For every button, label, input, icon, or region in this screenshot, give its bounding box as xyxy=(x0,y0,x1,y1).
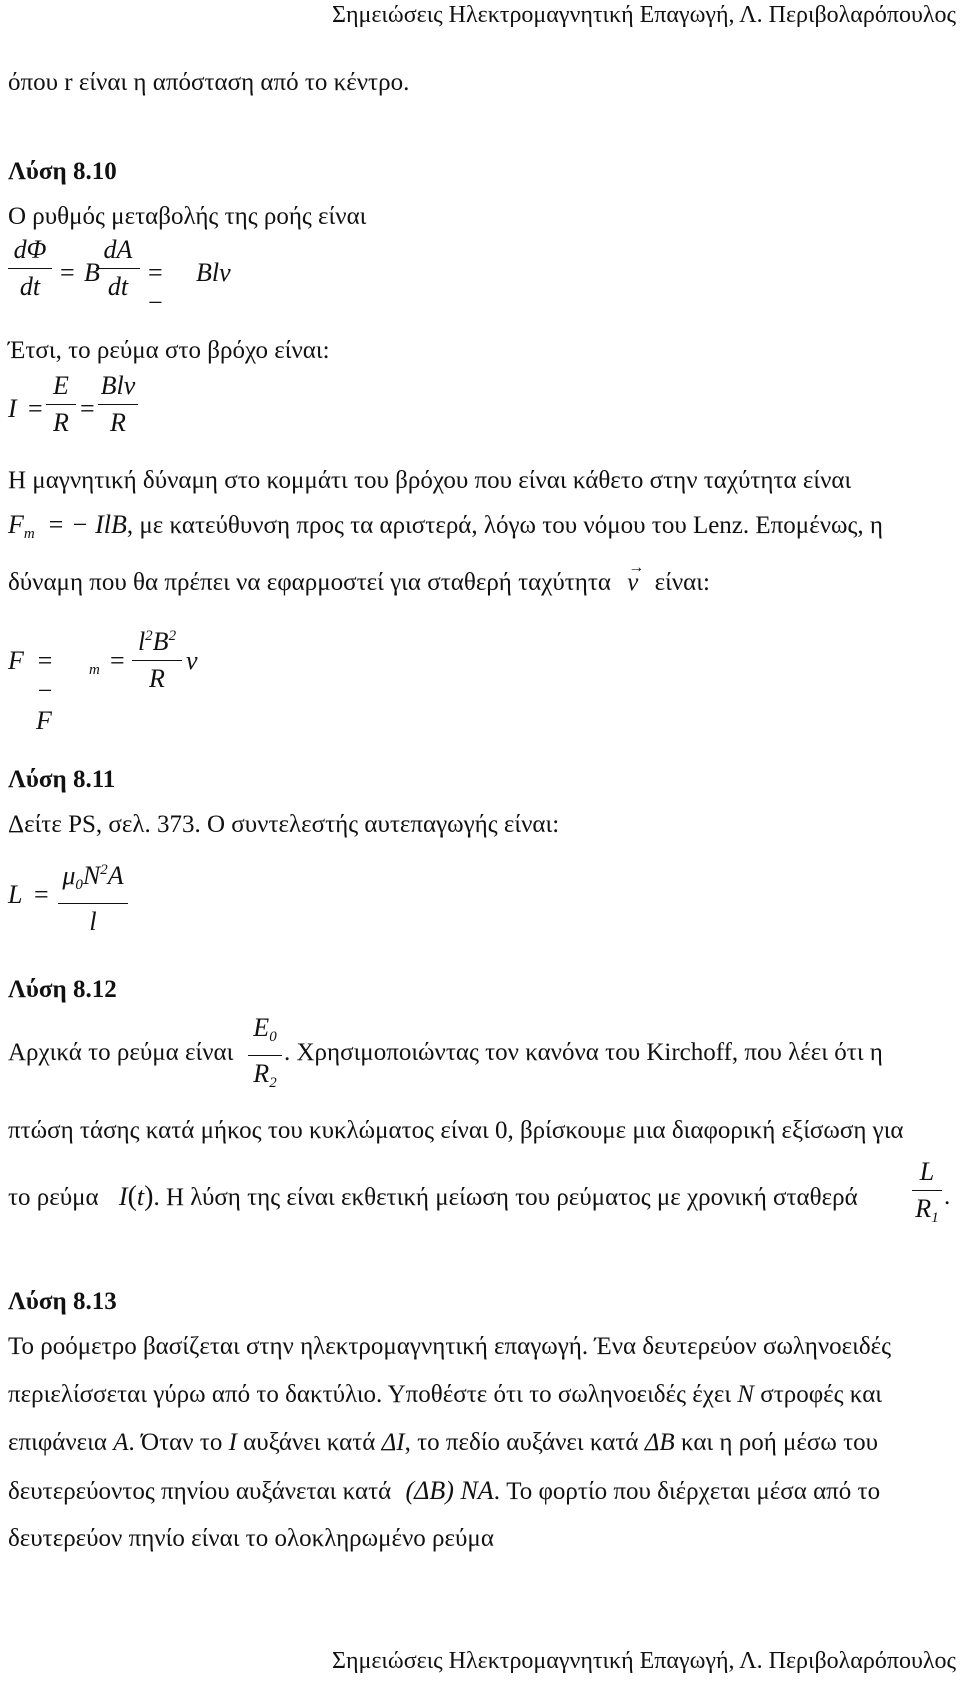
s812-line3c: . xyxy=(944,1183,951,1210)
s810-line4-container: $F_m$ = − IlB, με κατεύθυνση προς τα αριστερά, λόγω του νόμου του Lenz. Επομένως, η xyxy=(8,510,883,542)
s813-line2: περιελίσσεται γύρω από το δακτύλιο. Υποθέστε ότι το σωληνοειδές έχει N στροφές και xyxy=(8,1381,883,1408)
intro-line: όπου r είναι η απόσταση από το κέντρο. xyxy=(8,69,410,96)
s810-line2: Έτσι, το ρεύμα στο βρόχο είναι: xyxy=(8,337,330,364)
solution-8-12-title: Λύση 8.12 xyxy=(8,976,117,1003)
s812-line2: πτώση τάσης κατά μήκος του κυκλώματος είναι 0, βρίσκουμε μια διαφορική εξίσωση για xyxy=(8,1117,904,1144)
solution-8-11-title: Λύση 8.11 xyxy=(8,766,116,793)
s813-line5: δευτερεύον πηνίο είναι το ολοκληρωμένο ρεύμα xyxy=(8,1525,494,1552)
s813-line4: δευτερεύοντος πηνίου αυξάνεται κατά (ΔB) NA. Το φορτίο που διέρχεται μέσα από το xyxy=(8,1476,881,1505)
fraction-e0-r2: $E_0$ $R_2$ xyxy=(248,1014,282,1097)
s812-line3: το ρεύμα I(t). Η λύση της είναι εκθετική μείωση του ρεύματος με χρονική σταθερά xyxy=(8,1181,858,1212)
s813-line1: Το ροόμετρο βασίζεται στην ηλεκτρομαγνητική επαγωγή. Ένα δευτερεύον σωληνοειδές xyxy=(8,1333,892,1360)
fraction-l-r1: L $R_1$ xyxy=(912,1158,942,1232)
s812-line1b: . Χρησιμοποιώντας τον κανόνα του Kirchoff, που λέει ότι η xyxy=(284,1039,883,1066)
s810-line5: δύναμη που θα πρέπει να εφαρμοστεί για σταθερή ταχύτητα → v είναι: xyxy=(8,559,710,596)
s810-line1: Ο ρυθμός μεταβολής της ροής είναι xyxy=(8,203,367,230)
s812-line1a: Αρχικά το ρεύμα είναι xyxy=(8,1039,234,1066)
page-header: Σημειώσεις Ηλεκτρομαγνητική Επαγωγή, Λ. Περιβολαρόπουλος xyxy=(331,2,956,28)
s813-line3: επιφάνεια A. Όταν το I αυξάνει κατά ΔI, το πεδίο αυξάνει κατά ΔB και η ροή μέσω του xyxy=(8,1429,879,1456)
velocity-vector: → v xyxy=(627,559,645,596)
solution-8-10-title: Λύση 8.10 xyxy=(8,158,117,185)
s810-line3: Η μαγνητική δύναμη στο κομμάτι του βρόχου που είναι κάθετο στην ταχύτητα είναι xyxy=(8,467,852,494)
s811-line1: Δείτε PS, σελ. 373. Ο συντελεστής αυτεπαγωγής είναι: xyxy=(8,811,560,838)
solution-8-13-title: Λύση 8.13 xyxy=(8,1288,117,1315)
page-footer: Σημειώσεις Ηλεκτρομαγνητική Επαγωγή, Λ. Περιβολαρόπουλος xyxy=(331,1648,956,1674)
